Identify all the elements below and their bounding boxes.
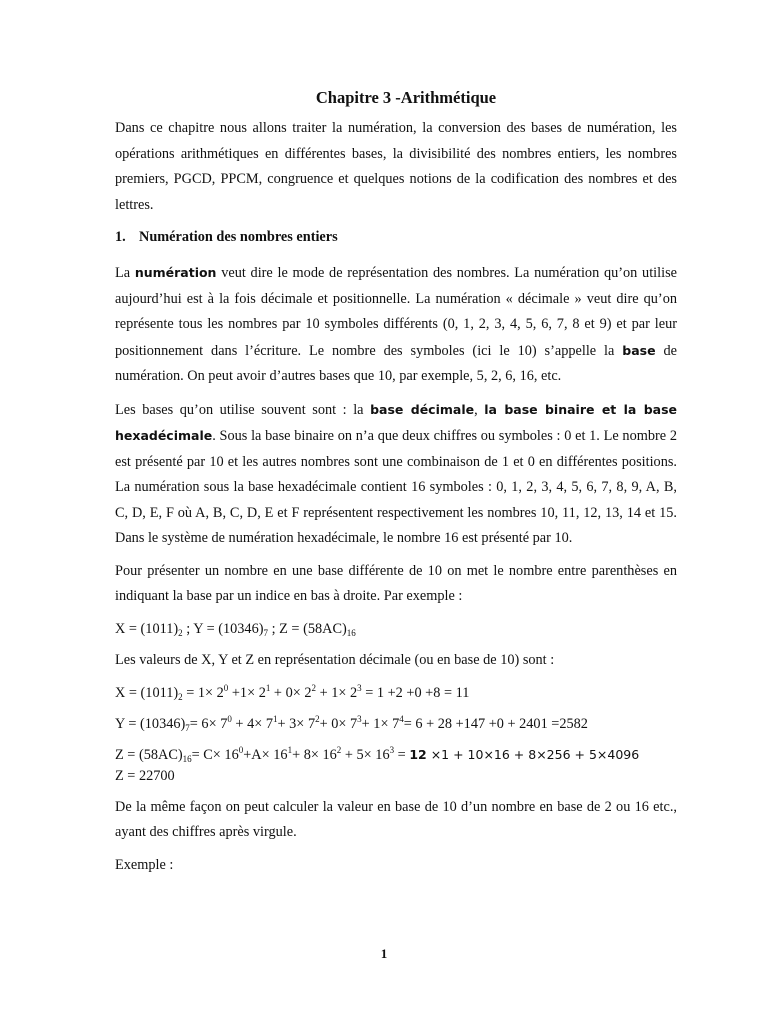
bold-term-numeration: numération — [134, 265, 217, 280]
bold-number: 12 — [409, 746, 427, 762]
subscript: 7 — [263, 627, 268, 638]
exponent: 0 — [223, 682, 229, 693]
exponent: 3 — [389, 744, 395, 755]
exponent: 2 — [315, 714, 320, 724]
text: X = (1011) — [115, 620, 179, 637]
equation-z — [115, 744, 677, 787]
exponent: 0 — [238, 744, 244, 755]
text: Les bases qu’on utilise souvent sont : la — [115, 401, 371, 418]
text: + 0× 2 — [270, 684, 312, 701]
text: + 1× 2 — [316, 684, 358, 701]
section-title: Numération des nombres entiers — [139, 229, 338, 245]
text: + 4× 7 — [231, 716, 274, 732]
subscript: 2 — [178, 627, 183, 638]
subscript: 7 — [185, 723, 190, 733]
intro-paragraph: Dans ce chapitre nous allons traiter la numération, la conversion des bases de numération, les opérations arithmétiques en différentes bases, la divisibilité des nombres entiers, les nombres premiers, PGCD, PPCM, congruence et quelques notions de la codification des nombres et des lettres. — [115, 120, 677, 213]
paragraph-numeration — [115, 260, 677, 390]
text: + 0× 7 — [319, 716, 358, 732]
subscript: 16 — [182, 753, 192, 764]
text: ; Z = (58AC) — [268, 620, 347, 637]
paragraph-values: Les valeurs de X, Y et Z en représentation décimale (ou en base de 10) sont : — [115, 652, 555, 668]
exponent: 1 — [265, 682, 271, 693]
page-content — [115, 86, 677, 885]
text: . Sous la base binaire on n’a que deux chiffres ou symboles : 0 et 1. Le nombre 2 est présenté par 10 et les autres nombres sont une combinaison de 1 et 0 en différentes positions. La numération sous la base hexadécimale contient 16 symboles : 0, 1, 2, 3, 4, 5, 6, 7, 8, 9, A, B, C, D, E, F où A, B, C, D, E et F représentent respectivement les nombres 10, 11, 12, 13, 14 et 15. Dans le système de numération hexadécimale, le nombre 16 est présenté par 10. — [115, 428, 677, 546]
section-heading — [115, 225, 677, 250]
exponent: 1 — [273, 714, 278, 724]
chapter-title: Chapitre 3 -Arithmétique — [315, 88, 497, 107]
text: +1× 2 — [228, 684, 266, 701]
text: +A× 16 — [243, 746, 288, 763]
text: = C× 16 — [191, 746, 239, 763]
example-label: Exemple : — [115, 856, 174, 873]
bold-term-base-decimale: base décimale — [370, 401, 475, 417]
equation-y — [115, 712, 677, 738]
page-number: 1 — [380, 946, 388, 961]
section-number: 1. — [115, 229, 126, 245]
paragraph-notation: Pour présenter un nombre en une base différente de 10 on met le nombre entre parenthèses en indiquant la base par un indice en bas à droite. Par exemple : — [115, 562, 677, 604]
exponent: 2 — [311, 682, 317, 693]
text: Y = (10346) — [115, 716, 186, 732]
bold-term-binaire-hexa: la base binaire et la base hexadécimale — [115, 401, 678, 443]
text: ×1 + 10×16 + 8×256 + 5×4096 — [426, 746, 640, 762]
exponent: 1 — [287, 744, 293, 755]
text: = 1× 2 — [182, 684, 224, 701]
bold-term-base: base — [622, 342, 656, 358]
text: = 6× 7 — [189, 716, 228, 732]
text: de numération. On peut avoir d’autres bases que 10, par exemple, 5, 2, 6, 16, etc. — [115, 342, 677, 384]
example-notation — [115, 617, 677, 643]
subscript: 2 — [178, 691, 183, 702]
subscript: 16 — [346, 627, 356, 638]
text: La — [115, 265, 135, 281]
equation-z-result: Z = 22700 — [115, 767, 175, 784]
text: + 5× 16 — [341, 746, 390, 763]
text: = — [394, 746, 410, 763]
exponent: 0 — [227, 714, 232, 724]
text: X = (1011) — [115, 684, 179, 701]
exponent: 4 — [399, 714, 404, 724]
text: veut dire le mode de représentation des nombres. La numération qu’on utilise aujourd’hui est à la fois décimale et positionnelle. La numération « décimale » veut dire qu’on représente tous les nombres par 10 symboles différents (0, 1, 2, 3, 4, 5, 6, 7, 8 et 9) et par leur positionnement dans l’écriture. Le nombre des symboles (ici le 10) s’appelle la — [115, 265, 677, 359]
text: + 3× 7 — [277, 716, 316, 732]
exponent: 3 — [357, 714, 362, 724]
text: = 6 + 28 +147 +0 + 2401 =2582 — [403, 716, 588, 732]
text: , — [474, 401, 485, 418]
exponent: 2 — [336, 744, 342, 755]
paragraph-bases — [115, 397, 677, 552]
text: ; Y = (10346) — [182, 620, 264, 637]
exponent: 3 — [357, 682, 362, 693]
paragraph-fraction: De la même façon on peut calculer la valeur en base de 10 d’un nombre en base de 2 ou 16 etc., ayant des chiffres après virgule. — [115, 798, 677, 840]
text: Z = (58AC) — [115, 746, 183, 763]
text: = 1 +2 +0 +8 = 11 — [361, 684, 470, 701]
equation-x — [115, 681, 677, 707]
text: + 1× 7 — [361, 716, 400, 732]
text: + 8× 16 — [292, 746, 337, 763]
